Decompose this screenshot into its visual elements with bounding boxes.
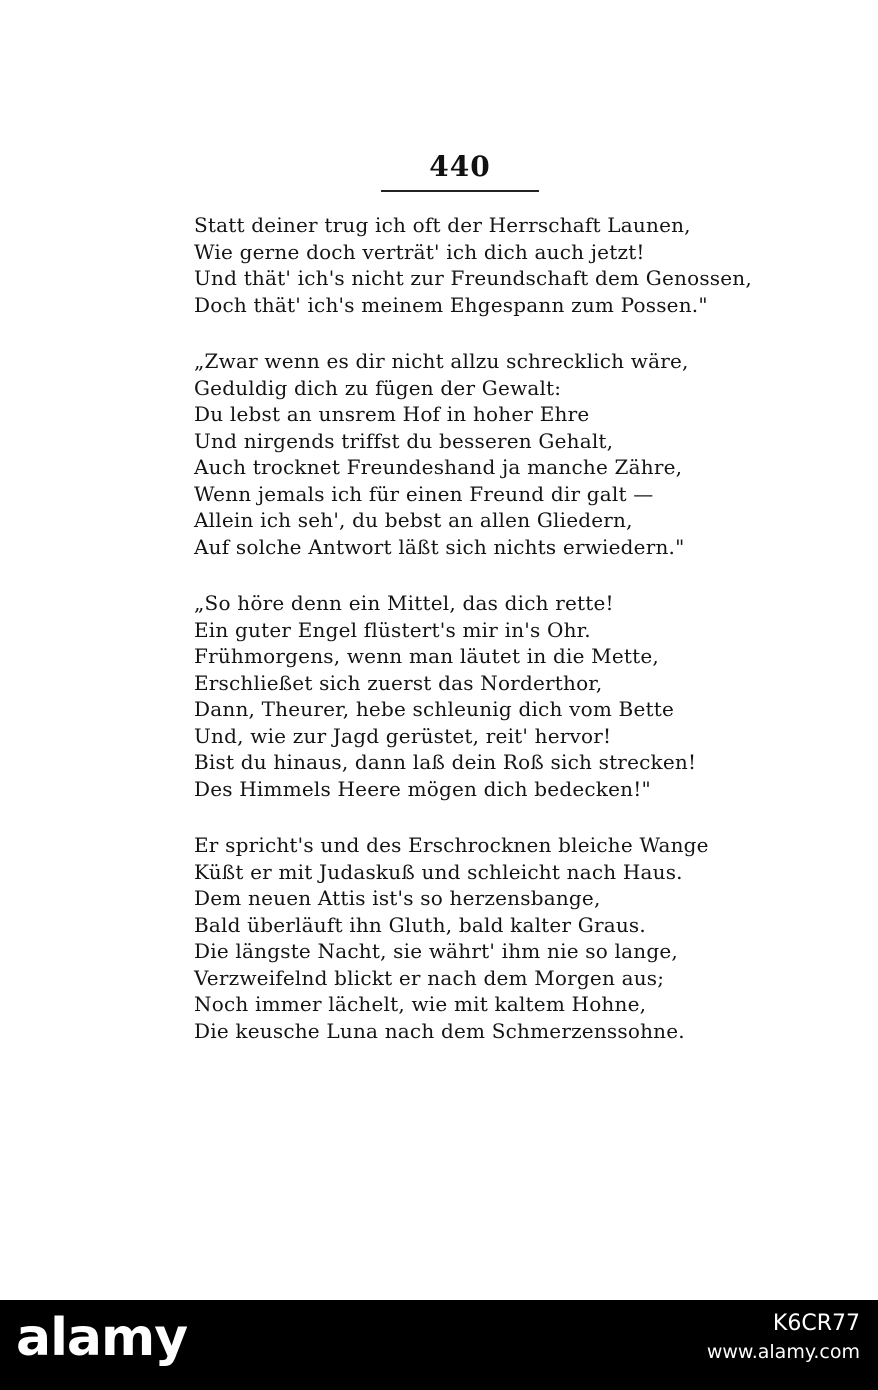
poem-line: Erschließet sich zuerst das Norderthor, [194,670,603,695]
poem-line: Wenn jemals ich für einen Freund dir galt — [194,481,654,506]
poem-line: Doch thät' ich's meinem Ehgespann zum Possen." [194,292,708,317]
stanza-4 [194,832,709,1044]
poem-line: Noch immer lächelt, wie mit kaltem Hohne, [194,992,647,1016]
poem-line: Und nirgends triffst du besseren Gehalt, [194,428,614,453]
poem-line: Dem neuen Attis ist's so herzensbange, [194,886,601,910]
poem-line: Und, wie zur Jagd gerüstet, reit' hervor! [194,723,612,748]
watermark-info [707,1310,860,1366]
poem-line: Des Himmels Heere mögen dich bedecken!" [194,776,651,801]
watermark-logo: alamy [16,1308,188,1368]
page-number: 440 [429,150,491,183]
poem-line: Verzweifelnd blickt er nach dem Morgen aus; [194,965,665,990]
poem-line: „Zwar wenn es dir nicht allzu schrecklich wäre, [194,349,689,373]
poem-line: Und thät' ich's nicht zur Freundschaft dem Genossen, [194,266,752,290]
poem-line: Du lebst an unsrem Hof in hoher Ehre [194,402,590,426]
watermark-url: www.alamy.com [706,1341,860,1363]
poem [194,212,752,1074]
poem-line: Geduldig dich zu fügen der Gewalt: [194,375,562,400]
poem-line: Allein ich seh', du bebst an allen Gliedern, [194,508,633,532]
poem-line: Auch trocknet Freundeshand ja manche Zähre, [194,455,683,479]
poem-line: Frühmorgens, wenn man läutet in die Mette, [194,644,659,668]
stanza-1 [194,212,752,318]
stanza-3 [194,590,697,802]
image-id: K6CR77 [772,1311,860,1336]
watermark-banner [0,1300,878,1390]
poem-line: Die längste Nacht, sie währt' ihm nie so lange, [194,939,678,963]
poem-line: Bald überläuft ihn Gluth, bald kalter Graus. [194,912,646,937]
poem-line: Dann, Theurer, hebe schleunig dich vom Bette [194,697,675,721]
poem-line: Auf solche Antwort läßt sich nichts erwiedern." [194,534,685,559]
poem-line: Die keusche Luna nach dem Schmerzenssohne. [194,1018,685,1043]
poem-line: Bist du hinaus, dann laß dein Roß sich strecken! [194,750,697,774]
poem-line: Er spricht's und des Erschrocknen bleiche Wange [194,833,709,857]
poem-line: Statt deiner trug ich oft der Herrschaft Launen, [194,213,691,237]
poem-line: „So höre denn ein Mittel, das dich rette! [194,591,614,615]
poem-line: Wie gerne doch verträt' ich dich auch jetzt! [194,239,645,264]
poem-line: Ein guter Engel flüstert's mir in's Ohr. [194,617,591,642]
poem-line: Küßt er mit Judaskuß und schleicht nach Haus. [194,859,683,884]
header-rule [381,190,539,192]
stanza-2 [194,348,694,560]
